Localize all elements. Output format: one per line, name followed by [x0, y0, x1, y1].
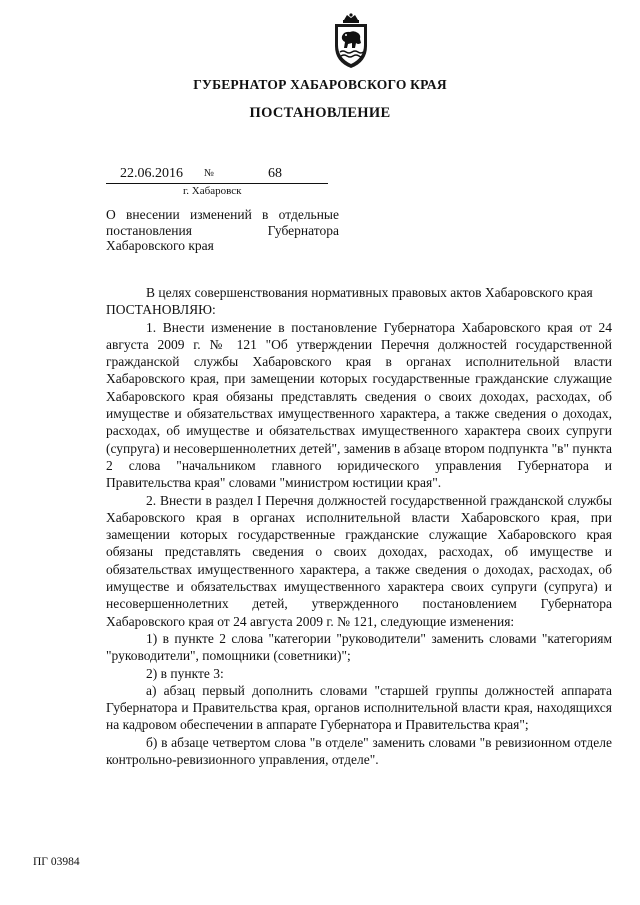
paragraph-2: 2. Внести в раздел I Перечня должностей государственной гражданской службы Хабаровского края в органах исполнительной власти Хабаровского края, при замещении которых государственные гражданские служащие Хабаровского края обязаны представлять сведения о своих доходах, расходах, об имуществе и обязательствах имущественного характера, а также сведения о доходах, расходах, об имуществе и обязательствах имущественного характера своих супруги (супруга) и несовершеннолетних детей, утвержденного постановлением Губернатора Хабаровского края от 24 августа 2009 г. № 121, следующие изменения:: [106, 492, 612, 629]
decree-word: ПОСТАНОВЛЯЮ:: [106, 302, 216, 318]
subitem-1: 1) в пункте 2 слова "категории "руководители" заменить словами "категориям "руководители", помощники (советники)";: [106, 630, 612, 664]
organization-title: ГУБЕРНАТОР ХАБАРОВСКОГО КРАЯ: [193, 77, 447, 92]
subitem-2a: а) абзац первый дополнить словами "старшей группы должностей аппарата Губернатора и Правительства края, органов исполнительной власти края, находящихся на кадровом обеспечении в аппарате Губернатора и Правительства края";: [106, 682, 612, 733]
subitem-2: 2) в пункте 3:: [146, 665, 224, 681]
document-number: 68: [268, 166, 282, 181]
document-subject: О внесении изменений в отдельные постановления Губернатора Хабаровского края: [106, 207, 339, 253]
coat-of-arms-icon: [327, 12, 375, 70]
document-date: 22.06.2016: [120, 166, 183, 181]
document-body: [106, 284, 612, 768]
footer-code: ПГ 03984: [33, 856, 80, 868]
date-number-line: [106, 166, 328, 184]
document-place: г. Хабаровск: [183, 185, 242, 197]
paragraph-1: 1. Внести изменение в постановление Губернатора Хабаровского края от 24 августа 2009 г. № 121 "Об утверждении Перечня должностей государственной гражданской службы Хабаровского края в органах исполнительной власти Хабаровского края, при замещении которых государственные гражданские служащие Хабаровского края обязаны представлять сведения о своих доходах, расходах, об имуществе и обязательствах имущественного характера, а также сведения о доходах, расходах, об имуществе и обязательствах имущественного характера своих супруги (супруга) и несовершеннолетних детей", заменив в абзаце втором подпункта "в" пункта 2 слова "начальником главного юридического управления Губернатора и Правительства края" словами "министром юстиции края".: [106, 319, 612, 491]
number-sign: №: [204, 168, 215, 179]
subitem-2b: б) в абзаце четвертом слова "в отделе" заменить словами "в ревизионном отделе контрольно-ревизионного управления, отделе".: [106, 734, 612, 768]
document-type: ПОСТАНОВЛЕНИЕ: [249, 105, 391, 121]
intro-paragraph: В целях совершенствования нормативных правовых актов Хабаровского края: [146, 285, 593, 300]
